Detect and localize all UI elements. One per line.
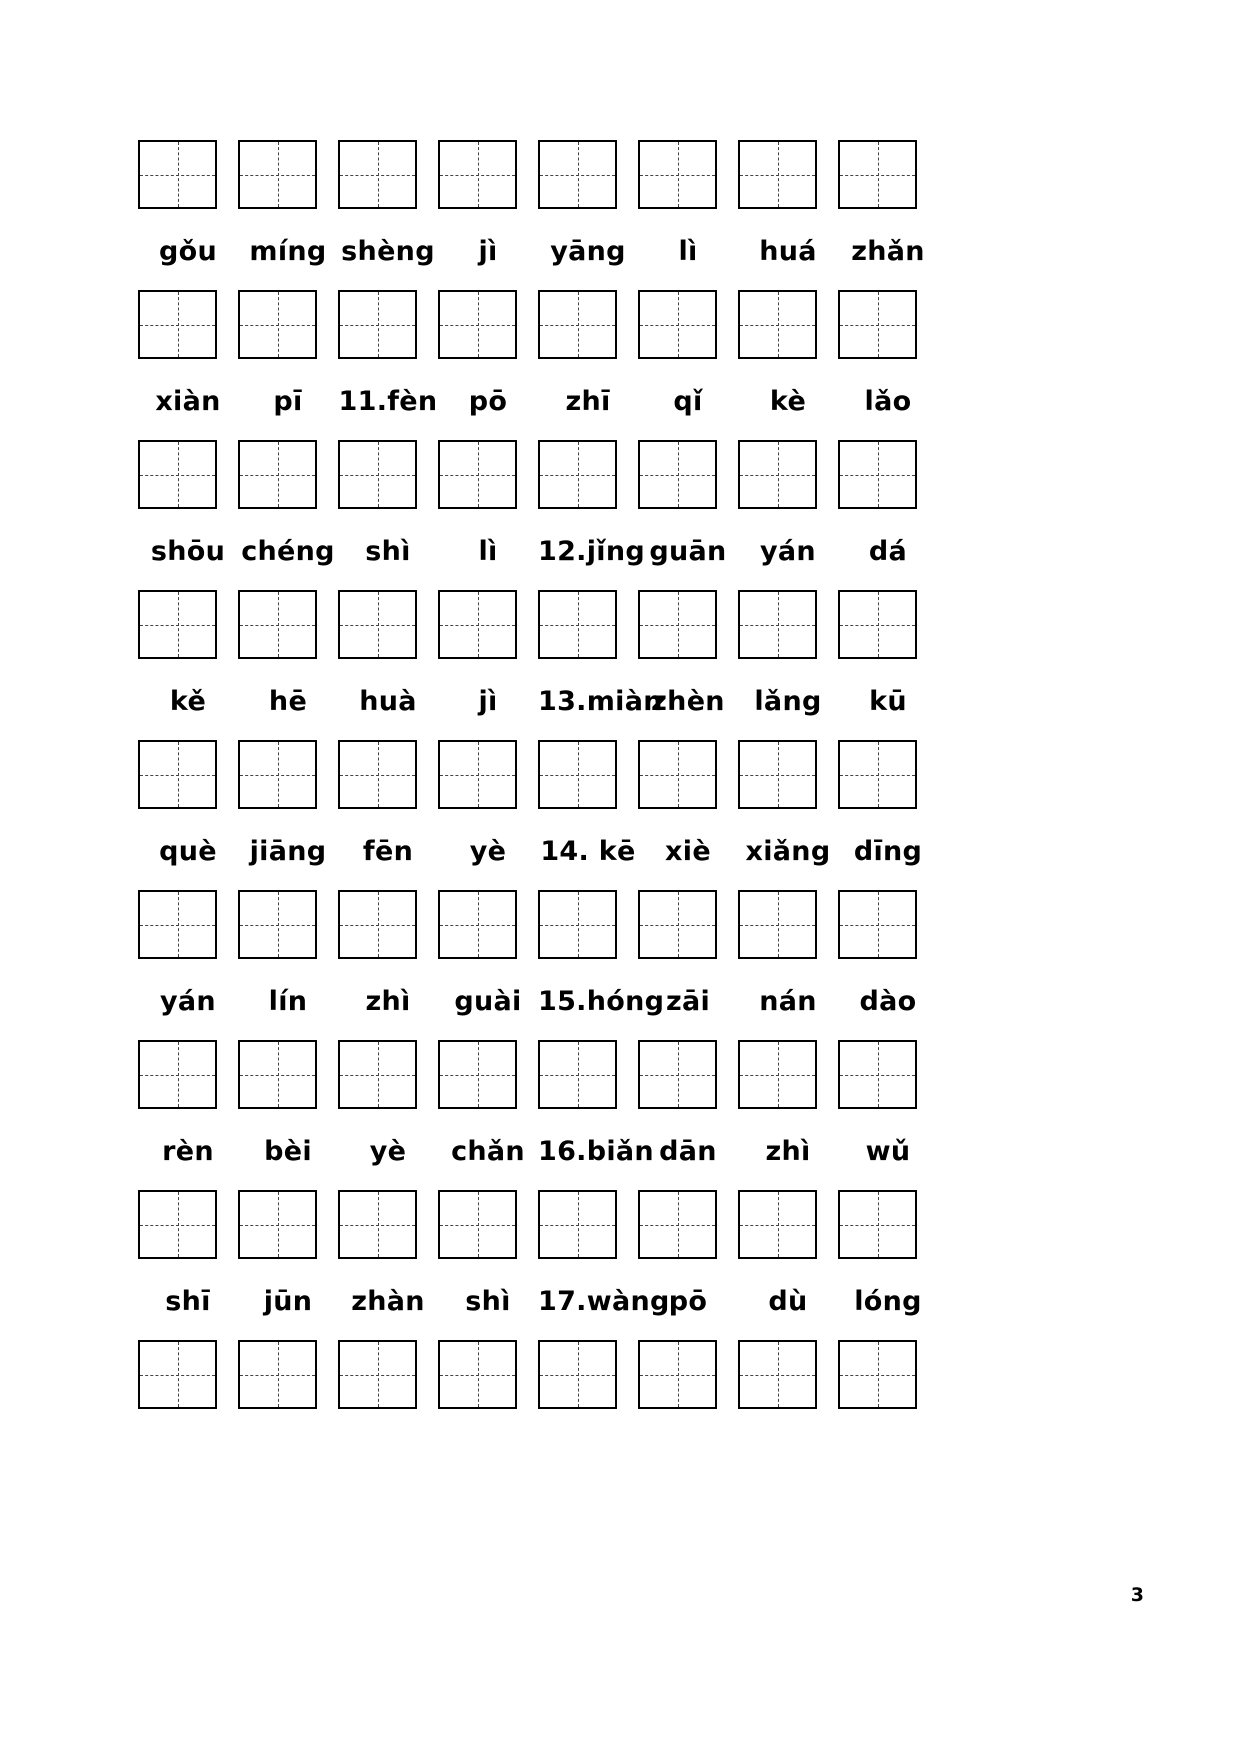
- tianzige-cell[interactable]: [438, 1190, 517, 1259]
- tianzige-cell[interactable]: [638, 1190, 717, 1259]
- worksheet-block: [138, 740, 948, 890]
- pinyin-label: míng: [249, 235, 327, 267]
- pinyin-label: yán: [160, 985, 216, 1017]
- pinyin-label: yán: [760, 535, 816, 567]
- pinyin-label: yè: [369, 1135, 407, 1167]
- pinyin-label: shèng: [341, 235, 435, 267]
- pinyin-label: shī: [165, 1285, 211, 1317]
- tianzige-cell[interactable]: [538, 590, 617, 659]
- tianzige-row: [138, 440, 948, 512]
- tianzige-cell[interactable]: [338, 590, 417, 659]
- pinyin-label: fēn: [362, 835, 414, 867]
- tianzige-cell[interactable]: [638, 890, 717, 959]
- pinyin-label: 16.biǎn: [538, 1135, 654, 1167]
- tianzige-cell[interactable]: [738, 1340, 817, 1409]
- worksheet-block: [138, 1340, 948, 1412]
- tianzige-row: [138, 590, 948, 662]
- pinyin-row: [138, 962, 948, 1040]
- tianzige-cell[interactable]: [138, 1040, 217, 1109]
- tianzige-cell[interactable]: [738, 1040, 817, 1109]
- tianzige-cell[interactable]: [438, 1040, 517, 1109]
- pinyin-row: [138, 1262, 948, 1340]
- tianzige-cell[interactable]: [138, 890, 217, 959]
- pinyin-label: shì: [365, 535, 411, 567]
- pinyin-row: [138, 1112, 948, 1190]
- tianzige-cell[interactable]: [138, 140, 217, 209]
- tianzige-cell[interactable]: [738, 440, 817, 509]
- pinyin-row: [138, 662, 948, 740]
- tianzige-cell[interactable]: [238, 1340, 317, 1409]
- pinyin-label: xiè: [665, 835, 711, 867]
- pinyin-label: zhàn: [351, 1285, 425, 1317]
- tianzige-cell[interactable]: [138, 740, 217, 809]
- tianzige-cell[interactable]: [738, 140, 817, 209]
- worksheet-block: [138, 140, 948, 290]
- pinyin-label: pī: [273, 385, 303, 417]
- pinyin-label: lóng: [854, 1285, 922, 1317]
- pinyin-label: dá: [868, 535, 908, 567]
- tianzige-cell[interactable]: [838, 890, 917, 959]
- tianzige-cell[interactable]: [538, 740, 617, 809]
- tianzige-cell[interactable]: [738, 590, 817, 659]
- tianzige-cell[interactable]: [838, 1190, 917, 1259]
- worksheet-block: [138, 1190, 948, 1340]
- tianzige-cell[interactable]: [838, 440, 917, 509]
- pinyin-label: zāi: [665, 985, 711, 1017]
- pinyin-label: dān: [659, 1135, 717, 1167]
- tianzige-cell[interactable]: [538, 1340, 617, 1409]
- tianzige-cell[interactable]: [738, 290, 817, 359]
- tianzige-cell[interactable]: [438, 740, 517, 809]
- pinyin-label: rèn: [162, 1135, 214, 1167]
- pinyin-label: bèi: [264, 1135, 312, 1167]
- pinyin-label: 15.hóng: [538, 985, 665, 1017]
- tianzige-cell[interactable]: [838, 740, 917, 809]
- tianzige-row: [138, 1040, 948, 1112]
- pinyin-label: kè: [769, 385, 807, 417]
- pinyin-label: pō: [668, 1285, 708, 1317]
- tianzige-cell[interactable]: [538, 1190, 617, 1259]
- tianzige-cell[interactable]: [438, 890, 517, 959]
- pinyin-label: lǎo: [864, 385, 912, 417]
- pinyin-label: huá: [759, 235, 817, 267]
- tianzige-cell[interactable]: [438, 140, 517, 209]
- tianzige-cell[interactable]: [238, 440, 317, 509]
- tianzige-cell[interactable]: [338, 1340, 417, 1409]
- tianzige-cell[interactable]: [738, 740, 817, 809]
- worksheet-block: [138, 440, 948, 590]
- pinyin-label: jì: [478, 685, 498, 717]
- pinyin-row: [138, 812, 948, 890]
- tianzige-cell[interactable]: [438, 1340, 517, 1409]
- pinyin-label: lì: [478, 535, 498, 567]
- worksheet-block: [138, 290, 948, 440]
- pinyin-label: wǔ: [865, 1135, 911, 1167]
- pinyin-label: huà: [359, 685, 417, 717]
- tianzige-cell[interactable]: [838, 1340, 917, 1409]
- pinyin-label: jì: [478, 235, 498, 267]
- tianzige-cell[interactable]: [838, 140, 917, 209]
- tianzige-cell[interactable]: [338, 290, 417, 359]
- tianzige-cell[interactable]: [638, 740, 717, 809]
- tianzige-cell[interactable]: [238, 740, 317, 809]
- tianzige-cell[interactable]: [238, 290, 317, 359]
- pinyin-label: zhèn: [651, 685, 725, 717]
- tianzige-row: [138, 1340, 948, 1412]
- tianzige-cell[interactable]: [638, 140, 717, 209]
- pinyin-label: dīng: [853, 835, 923, 867]
- pinyin-label: shōu: [150, 535, 226, 567]
- tianzige-cell[interactable]: [138, 590, 217, 659]
- pinyin-label: guān: [649, 535, 727, 567]
- pinyin-label: 17.wàng: [538, 1285, 670, 1317]
- tianzige-cell[interactable]: [638, 590, 717, 659]
- worksheet-block: [138, 890, 948, 1040]
- pinyin-label: nán: [759, 985, 817, 1017]
- pinyin-label: 14. kē: [540, 835, 636, 867]
- pinyin-label: zhī: [565, 385, 611, 417]
- tianzige-cell[interactable]: [838, 290, 917, 359]
- tianzige-row: [138, 290, 948, 362]
- tianzige-cell[interactable]: [138, 440, 217, 509]
- tianzige-cell[interactable]: [638, 440, 717, 509]
- tianzige-cell[interactable]: [138, 1190, 217, 1259]
- tianzige-cell[interactable]: [538, 890, 617, 959]
- tianzige-row: [138, 1190, 948, 1262]
- pinyin-label: jūn: [263, 1285, 313, 1317]
- worksheet-block: [138, 1040, 948, 1190]
- tianzige-cell[interactable]: [138, 1340, 217, 1409]
- pinyin-label: lǎng: [754, 685, 822, 717]
- tianzige-cell[interactable]: [338, 440, 417, 509]
- tianzige-cell[interactable]: [738, 890, 817, 959]
- tianzige-cell[interactable]: [638, 1340, 717, 1409]
- pinyin-row: [138, 362, 948, 440]
- tianzige-cell[interactable]: [538, 290, 617, 359]
- pinyin-label: shì: [465, 1285, 511, 1317]
- tianzige-cell[interactable]: [438, 290, 517, 359]
- tianzige-cell[interactable]: [138, 290, 217, 359]
- tianzige-row: [138, 890, 948, 962]
- pinyin-row: [138, 212, 948, 290]
- worksheet-block: [138, 590, 948, 740]
- pinyin-label: kě: [169, 685, 207, 717]
- pinyin-label: jiāng: [249, 835, 327, 867]
- page-number: 3: [1130, 1584, 1144, 1606]
- pinyin-label: 12.jǐng: [538, 535, 645, 567]
- tianzige-cell[interactable]: [538, 440, 617, 509]
- tianzige-cell[interactable]: [638, 290, 717, 359]
- tianzige-cell[interactable]: [538, 140, 617, 209]
- pinyin-label: dù: [768, 1285, 808, 1317]
- tianzige-cell[interactable]: [338, 890, 417, 959]
- pinyin-label: 13.miàn: [538, 685, 663, 717]
- pinyin-label: xiǎng: [745, 835, 831, 867]
- pinyin-label: 11.fèn: [338, 385, 438, 417]
- tianzige-cell[interactable]: [838, 1040, 917, 1109]
- tianzige-row: [138, 140, 948, 212]
- tianzige-cell[interactable]: [438, 590, 517, 659]
- pinyin-label: què: [159, 835, 217, 867]
- pinyin-label: guài: [454, 985, 522, 1017]
- tianzige-cell[interactable]: [438, 440, 517, 509]
- tianzige-cell[interactable]: [238, 1040, 317, 1109]
- pinyin-label: yè: [469, 835, 507, 867]
- tianzige-cell[interactable]: [338, 140, 417, 209]
- pinyin-label: yāng: [550, 235, 626, 267]
- tianzige-cell[interactable]: [238, 890, 317, 959]
- pinyin-label: xiàn: [155, 385, 221, 417]
- tianzige-row: [138, 740, 948, 812]
- pinyin-label: kū: [869, 685, 907, 717]
- tianzige-cell[interactable]: [738, 1190, 817, 1259]
- tianzige-cell[interactable]: [838, 590, 917, 659]
- tianzige-cell[interactable]: [338, 1190, 417, 1259]
- pinyin-label: zhì: [765, 1135, 811, 1167]
- tianzige-cell[interactable]: [238, 140, 317, 209]
- tianzige-cell[interactable]: [338, 1040, 417, 1109]
- pinyin-label: lín: [268, 985, 308, 1017]
- pinyin-label: lì: [678, 235, 698, 267]
- pinyin-label: pō: [468, 385, 508, 417]
- pinyin-label: gǒu: [159, 235, 217, 267]
- pinyin-label: chǎn: [451, 1135, 525, 1167]
- pinyin-label: hē: [268, 685, 308, 717]
- tianzige-cell[interactable]: [238, 1190, 317, 1259]
- tianzige-cell[interactable]: [238, 590, 317, 659]
- pinyin-worksheet: [138, 140, 948, 1412]
- tianzige-cell[interactable]: [338, 740, 417, 809]
- pinyin-label: qǐ: [673, 385, 703, 417]
- tianzige-cell[interactable]: [538, 1040, 617, 1109]
- pinyin-label: chéng: [241, 535, 335, 567]
- tianzige-cell[interactable]: [638, 1040, 717, 1109]
- pinyin-label: dào: [859, 985, 917, 1017]
- pinyin-label: zhì: [365, 985, 411, 1017]
- pinyin-row: [138, 512, 948, 590]
- pinyin-label: zhǎn: [851, 235, 925, 267]
